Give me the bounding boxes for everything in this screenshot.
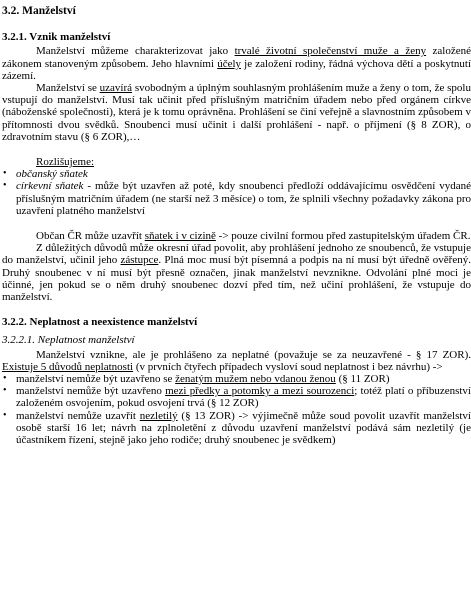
paragraph-conclusion: Manželství se uzavírá svobodným a úplným souhlasným prohlášením muže a ženy o tom, že spolu vstupují do manželství. Musí tak učinit před příslušným matričním úřadem nebo před orgánem církve (náboženské společnosti), která je k tomu oprávněna. Prohlášení se činí veřejně a slavnostním způsobem v přítomnosti dvou svědků. Snoubenci musí učinit i další prohlášení - např. o příjmení (§ 8 ZOR), o zdravotním stavu (§ 6 ZOR),… [2, 82, 471, 143]
subsection-title-neplatnost: 3.2.2. Neplatnost a neexistence manželství [2, 316, 198, 329]
marriage-type-list [2, 168, 471, 217]
section-title: 3.2. Manželství [2, 5, 76, 17]
list-item: • občanský sňatek [3, 168, 88, 181]
document-page [2, 5, 471, 446]
list-item: • církevní sňatek - může být uzavřen až poté, kdy snoubenci předloží oddávajícímu osvědčení vydané příslušným matričním úřadem (ne starší než 3 měsíce) o tom, že splnili všechny požadavky zákona pro uzavření platného manželství [3, 180, 471, 217]
invalidity-reason-list [2, 373, 471, 446]
paragraph-abroad: Občan ČR může uzavřít sňatek i v cizině -> pouze civilní formou před zastupitelským úřadem ČR. [36, 230, 471, 243]
sub-subsection-title: 3.2.2.1. Neplatnost manželství [2, 334, 135, 347]
paragraph-representative: Z důležitých důvodů může okresní úřad povolit, aby prohlášení jednoho ze snoubenců, že vstupuje do manželství, učinil jeho zástupce. Plná moc musí být písemná a podpis na ní musí být úředně ověřený. Druhý snoubenec v ní musí být přesně označen, jinak manželství nevznikne. Odvolání plné moci je účinné, jen pokud se o něm druhý snoubenec dozví před tím, než učiní prohlášení, že vstupuje do manželství. [2, 242, 471, 304]
subsection-title-vznik: 3.2.1. Vznik manželství [2, 31, 111, 44]
paragraph-characterization: Manželství můžeme charakterizovat jako trvalé životní společenství muže a ženy založené zákonem stanoveným způsobem. Jeho hlavními účely je založení rodiny, řádná výchova dětí a poskytnutí zázemí. [2, 45, 471, 82]
distinguish-label: Rozlišujeme: [36, 156, 95, 169]
paragraph-invalidity: Manželství vznikne, ale je prohlášeno za neplatné (považuje se za neuzavřené - § 17 ZOR). Existuje 5 důvodů neplatnosti (v prvních čtyřech případech vysloví soud neplatnost i bez návrhu) -> [2, 348, 471, 373]
list-item: • manželství nemůže být uzavřeno se ženatým mužem nebo vdanou ženou (§ 11 ZOR) [3, 373, 390, 386]
list-item: • manželství nemůže být uzavřeno mezi předky a potomky a mezi sourozenci; totéž platí o příbuzenství založeném osvojením, pokud osvojení trvá (§ 12 ZOR) [3, 385, 471, 410]
list-item: • manželství nemůže uzavřít nezletilý (§ 13 ZOR) -> výjimečně může soud povolit uzavřít manželství osobě starší 16 let; návrh na zplnoletění z důvodu uzavření manželství podává sám nezletilý (je účastníkem řízení, stejně jako jeho rodiče; druhý snoubenec je svědkem) [3, 409, 471, 447]
